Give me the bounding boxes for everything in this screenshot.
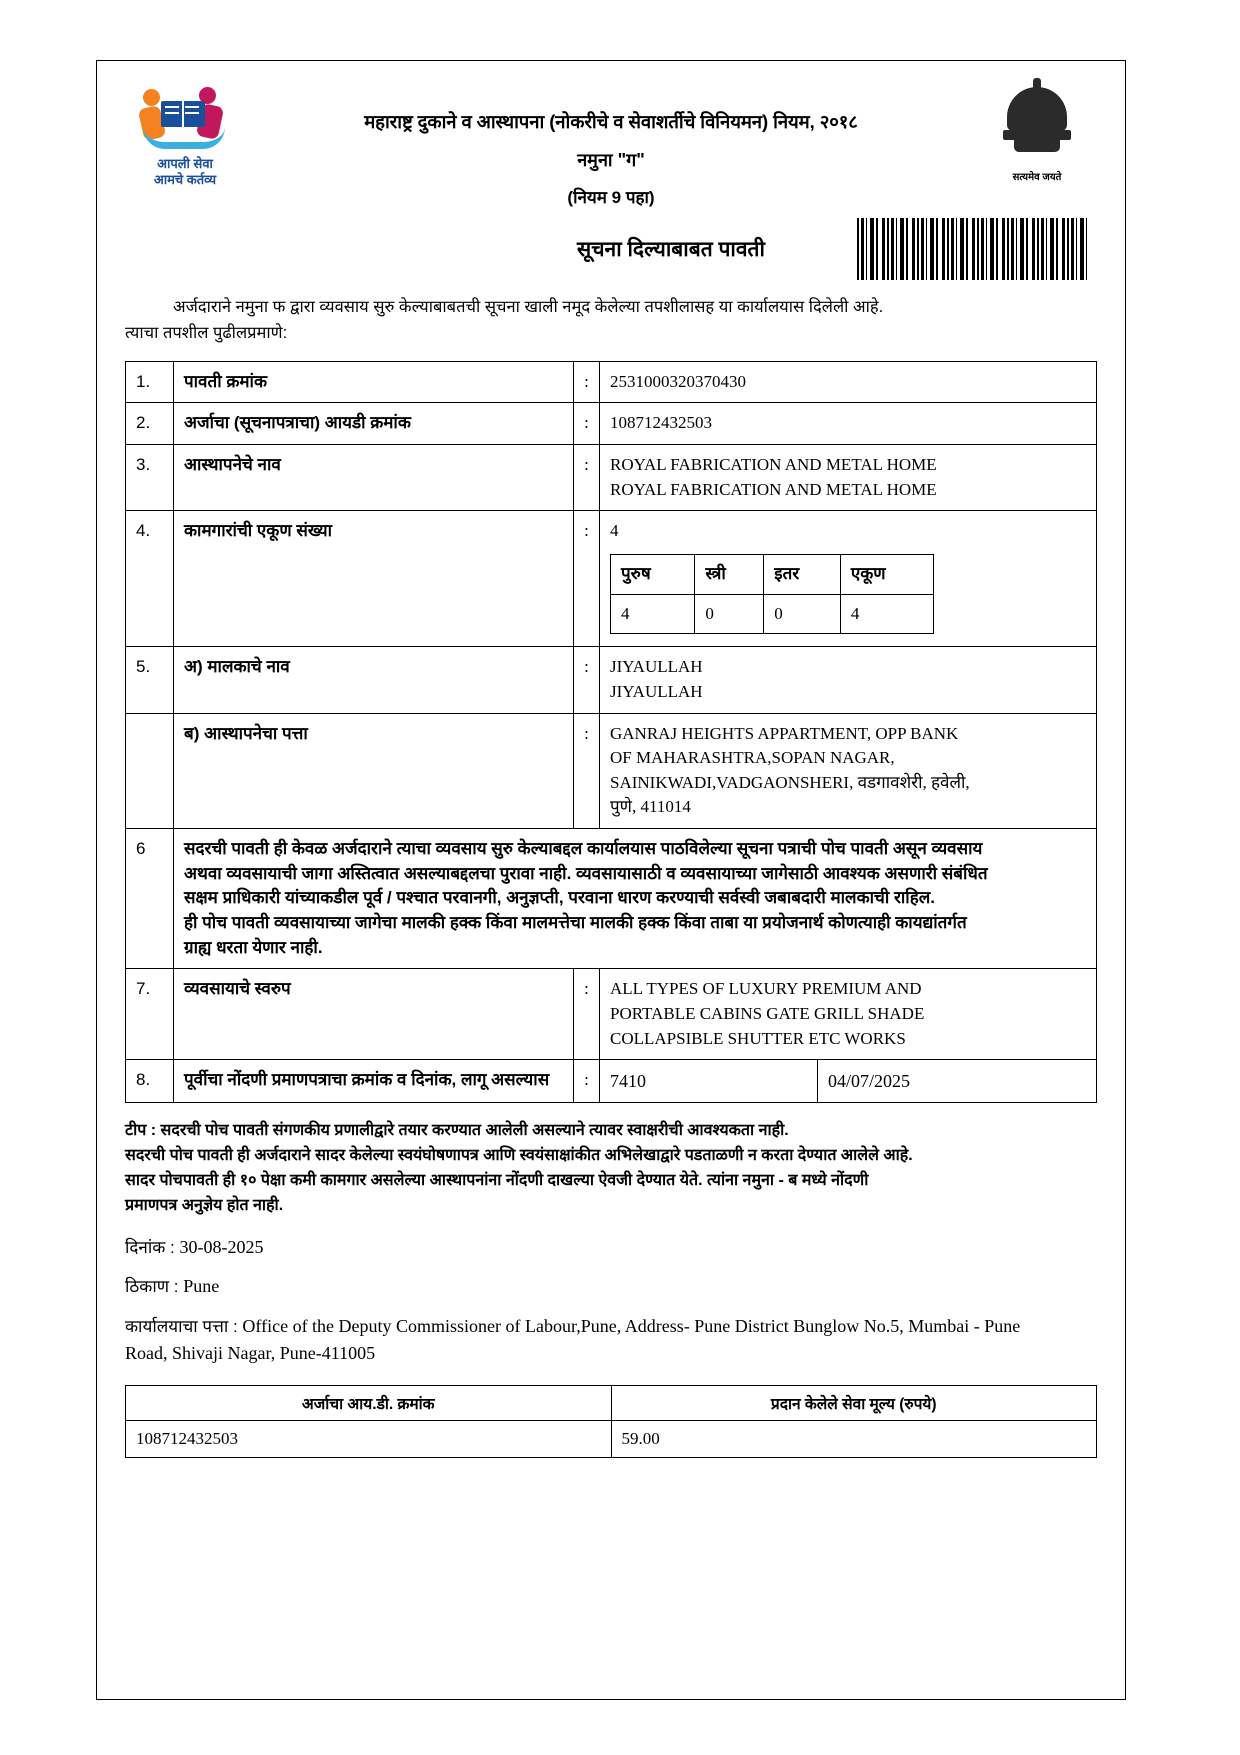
- worker-header-row: [611, 554, 934, 594]
- aaple-seva-logo: [125, 83, 245, 189]
- row-colon: :: [574, 511, 600, 647]
- disclaimer-line-3: सक्षम प्राधिकारी यांच्याकडील पूर्व / पश्चात परवानगी, अनुज्ञप्ती, परवाना धारण करण्याची सर्वस्वी जबाबदारी मालकाची राहिल.: [184, 888, 935, 908]
- row-number: 3.: [126, 445, 174, 511]
- document-page: [96, 60, 1126, 1700]
- worker-header-other: इतर: [764, 554, 841, 594]
- row-value: [600, 511, 1097, 647]
- row-value: [600, 647, 1097, 713]
- rule-reference: (नियम 9 पहा): [567, 188, 655, 207]
- details-table: [125, 361, 1097, 1104]
- row-label: अर्जाचा (सूचनापत्राचा) आयडी क्रमांक: [174, 403, 574, 445]
- worker-value-other: 0: [764, 594, 841, 634]
- place-row: [125, 1274, 1097, 1297]
- payment-value-row: [126, 1420, 1097, 1457]
- note-line-1: टीप : सदरची पोच पावती संगणकीय प्रणालीद्वारे तयार करण्यात आलेली असल्याने त्यावर स्वाक्षरीची आवश्यकता नाही.: [125, 1122, 789, 1140]
- row-value: 108712432503: [600, 403, 1097, 445]
- row-number: 4.: [126, 511, 174, 647]
- payment-application-id: 108712432503: [126, 1420, 612, 1457]
- row-label: व्यवसायाचे स्वरुप: [174, 969, 574, 1060]
- worker-header-total: एकूण: [840, 554, 933, 594]
- footer-notes: [125, 1119, 1097, 1218]
- row-colon: :: [574, 647, 600, 713]
- payment-header-application-id: अर्जाचा आय.डी. क्रमांक: [126, 1385, 612, 1420]
- row-label: पावती क्रमांक: [174, 361, 574, 403]
- previous-registration-date: 04/07/2025: [828, 1071, 911, 1092]
- row-colon: :: [574, 1060, 600, 1103]
- document-header: [125, 83, 1097, 208]
- payment-header-row: [126, 1385, 1097, 1420]
- note-line-4: प्रमाणपत्र अनुज्ञेय होत नाही.: [125, 1196, 284, 1214]
- table-row: [126, 361, 1097, 403]
- previous-registration-number: 7410: [600, 1060, 818, 1102]
- worker-total: 4: [610, 521, 619, 541]
- table-row: [126, 445, 1097, 511]
- note-line-3: सादर पोचपावती ही १० पेक्षा कमी कामगार असलेल्या आस्थापनांना नोंदणी दाखल्या ऐवजी देण्यात येते. त्यांना नमुना - ब मध्ये नोंदणी: [125, 1171, 869, 1189]
- barcode-icon: [857, 218, 1087, 280]
- row-colon: :: [574, 403, 600, 445]
- row-label: अ) मालकाचे नाव: [174, 647, 574, 713]
- office-address-label: कार्यालयाचा पत्ता :: [125, 1316, 238, 1336]
- logo-caption-line1: आपली सेवा: [157, 156, 213, 171]
- table-row: [126, 647, 1097, 713]
- payment-service-fee: 59.00: [611, 1420, 1097, 1457]
- row-value: [600, 969, 1097, 1060]
- worker-value-male: 4: [611, 594, 695, 634]
- disclaimer-line-2: अथवा व्यवसायाची जागा अस्तित्वात असल्याबद्दलचा पुरावा नाही. व्यवसायासाठी व व्यवसायाच्या जागेसाठी आवश्यक असणारी संबंधित: [184, 863, 988, 883]
- form-name: नमुना "ग": [577, 150, 645, 170]
- row-number: 8.: [126, 1060, 174, 1103]
- date-label: दिनांक :: [125, 1237, 175, 1257]
- table-row-disclaimer: [126, 829, 1097, 969]
- address-line-2: OF MAHARASHTRA,SOPAN NAGAR,: [610, 748, 895, 768]
- business-nature-line-3: COLLAPSIBLE SHUTTER ETC WORKS: [610, 1028, 906, 1048]
- disclaimer-line-5: ग्राह्य धरता येणार नाही.: [184, 937, 323, 957]
- table-row: [126, 1060, 1097, 1103]
- row-label: पूर्वीचा नोंदणी प्रमाणपत्राचा क्रमांक व दिनांक, लागू असल्यास: [174, 1060, 574, 1103]
- emblem-caption: सत्यमेव जयते: [1012, 172, 1062, 183]
- worker-value-row: [611, 594, 934, 634]
- row-colon: :: [574, 361, 600, 403]
- row-number: 6: [126, 829, 174, 969]
- row-label: ब) आस्थापनेचा पत्ता: [174, 713, 574, 829]
- receipt-title-row: [125, 218, 1097, 280]
- row-value: [600, 1060, 1097, 1103]
- worker-header-female: स्त्री: [695, 554, 764, 594]
- address-line-1: GANRAJ HEIGHTS APPARTMENT, OPP BANK: [610, 723, 959, 743]
- payment-header-service-fee: प्रदान केलेले सेवा मूल्य (रुपये): [611, 1385, 1097, 1420]
- note-line-2: सदरची पोच पावती ही अर्जदाराने सादर केलेल्या स्वयंघोषणापत्र आणि स्वयंसाक्षांकीत अभिलेखाद्वारे पडताळणी न करता देण्यात आलेले आहे.: [125, 1147, 913, 1165]
- owner-name-line-2: JIYAULLAH: [610, 681, 703, 701]
- business-nature-line-1: ALL TYPES OF LUXURY PREMIUM AND: [610, 979, 922, 999]
- worker-breakup-table: [610, 554, 934, 634]
- office-address-line-1: Office of the Deputy Commissioner of Labour,Pune, Address- Pune District Bunglow No.5, Mumbai - Pune: [242, 1315, 1021, 1336]
- row-colon: :: [574, 445, 600, 511]
- table-row: [126, 511, 1097, 647]
- row-colon: :: [574, 713, 600, 829]
- row-number: 5.: [126, 647, 174, 713]
- row-number: 1.: [126, 361, 174, 403]
- worker-value-female: 0: [695, 594, 764, 634]
- business-nature-line-2: PORTABLE CABINS GATE GRILL SHADE: [610, 1003, 925, 1023]
- row-label: कामगारांची एकूण संख्या: [174, 511, 574, 647]
- logo-mark-icon: [137, 87, 233, 153]
- address-line-4: पुणे, 411014: [610, 797, 691, 817]
- address-line-3: SAINIKWADI,VADGAONSHERI, वडगावशेरी, हवेली,: [610, 772, 970, 792]
- receipt-title: सूचना दिल्याबाबत पावती: [577, 238, 765, 261]
- worker-value-total: 4: [840, 594, 933, 634]
- table-row: [126, 713, 1097, 829]
- establishment-name-line-2: ROYAL FABRICATION AND METAL HOME: [610, 479, 937, 499]
- payment-table: [125, 1385, 1097, 1458]
- row-value: 2531000320370430: [600, 361, 1097, 403]
- document-title: महाराष्ट्र दुकाने व आस्थापना (नोकरीचे व सेवाशर्तीचे विनियमन) नियम, २०१८: [364, 111, 858, 132]
- row-number: 7.: [126, 969, 174, 1060]
- intro-line-2: त्याचा तपशील पुढीलप्रमाणे:: [125, 324, 288, 343]
- table-row: [126, 403, 1097, 445]
- establishment-name-line-1: ROYAL FABRICATION AND METAL HOME: [610, 455, 937, 475]
- intro-paragraph: [125, 294, 1097, 347]
- title-block: [245, 83, 977, 208]
- national-emblem: [977, 83, 1097, 183]
- disclaimer-text: [174, 829, 1097, 969]
- logo-caption-line2: आमचे कर्तव्य: [153, 172, 217, 188]
- table-row: [126, 969, 1097, 1060]
- office-address-row: [125, 1313, 1097, 1367]
- disclaimer-line-1: सदरची पावती ही केवळ अर्जदाराने त्याचा व्यवसाय सुरु केल्याबद्दल कार्यालयास पाठविलेल्या सूचना पत्राची पोच पावती असून व्यवसाय: [184, 839, 983, 859]
- owner-name-line-1: JIYAULLAH: [610, 657, 703, 677]
- intro-line-1: अर्जदाराने नमुना फ द्वारा व्यवसाय सुरु केल्याबाबतची सूचना खाली नमूद केलेल्या तपशीलासह या कार्यालयास दिलेली आहे.: [173, 298, 884, 316]
- ashoka-emblem-icon: [998, 83, 1076, 167]
- disclaimer-line-4: ही पोच पावती व्यवसायाच्या जागेचा मालकी हक्क किंवा मालमत्तेचा मालकी हक्क किंवा ताबा या प्रयोजनार्थ कोणत्याही कायद्यांतर्गत: [184, 913, 967, 933]
- row-label: आस्थापनेचे नाव: [174, 445, 574, 511]
- date-value: 30-08-2025: [179, 1236, 264, 1257]
- issue-date-row: [125, 1235, 1097, 1258]
- row-number: [126, 713, 174, 829]
- place-value: Pune: [183, 1275, 220, 1296]
- row-value: [600, 445, 1097, 511]
- row-value: [600, 713, 1097, 829]
- row-colon: :: [574, 969, 600, 1060]
- office-address-line-2: Road, Shivaji Nagar, Pune-411005: [125, 1342, 376, 1363]
- place-label: ठिकाण :: [125, 1276, 179, 1296]
- row-number: 2.: [126, 403, 174, 445]
- worker-header-male: पुरुष: [611, 554, 695, 594]
